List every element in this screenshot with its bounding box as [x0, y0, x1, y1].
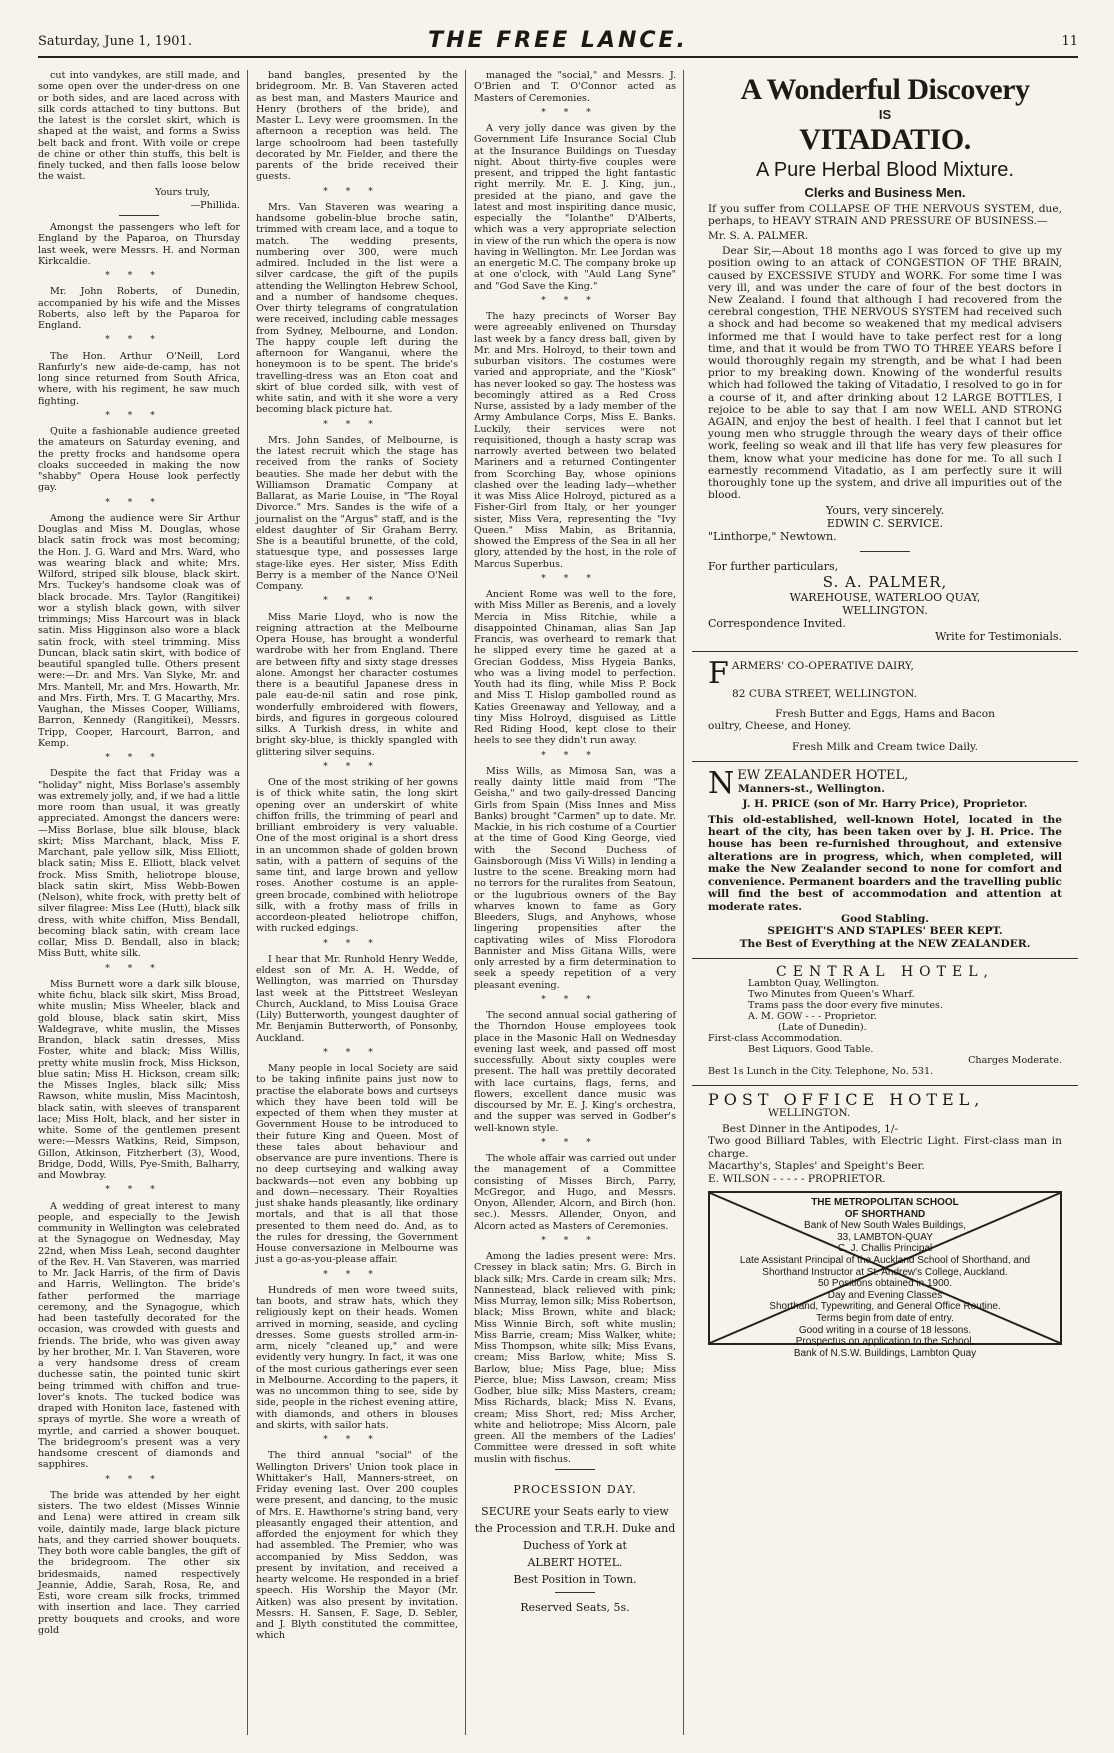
separator-stars: ***	[105, 1474, 173, 1485]
school-line: 33, LAMBTON-QUAY	[837, 1231, 933, 1243]
paragraph: Mrs. John Sandes, of Melbourne, is the latest recruit which the stage has received from the ranks of Society beauties. She made her debut with the Williamson Dramatic Company at Ballarat, as Marie Louise, in "The Royal Divorce." Mrs. Sandes is the wife of a journalist on the "Argus" staff, and is the eldest daughter of Sir Graham Berry. She is a beautiful brunette, of the cold, statuesque type, and possesses large stage-like eyes. Her sister, Miss Edith Berry is a member of the Nance O'Neil Company.	[256, 434, 458, 592]
central-line: First-class Accommodation.	[708, 1033, 843, 1045]
separator-stars: ***	[105, 335, 173, 346]
ad-address: "Linthorpe," Newtown.	[708, 530, 837, 544]
school-line: Prospectus on application to the School.	[795, 1336, 975, 1348]
separator-stars: ***	[105, 963, 173, 974]
school-line: Day and Evening Classes	[827, 1289, 943, 1301]
page-number: 11	[1061, 34, 1078, 49]
divider	[860, 551, 910, 552]
newspaper-page	[38, 26, 1078, 1738]
divider	[692, 1085, 1078, 1086]
procession-ad	[474, 1503, 676, 1616]
separator-stars: ***	[323, 419, 391, 430]
paragraph: The third annual "social" of the Wellington Drivers' Union took place in Whittaker's Hall, Manners-street, on Friday evening last. Over 200 couples were present, and dancing, to the music of Mrs. E. Hawthorne's string band, very pleasantly engaged their attention, and afforded the enjoyment for which they had assembled. The Premier, who was accompanied by Miss Seddon, was present by invitation, and received a hearty welcome. He responded in a brief speech. His Worship the Mayor (Mr. Aitken) was also present by invitation. Messrs. H. Sansen, F. Sage, D. Sebler, and J. Blyth constituted the committee, which	[256, 1450, 458, 1642]
school-line: THE METROPOLITAN SCHOOL	[811, 1196, 959, 1208]
paragraph: The hazy precincts of Worser Bay were agreeably enlivened on Thursday last week by a fancy dress ball, given by Mr. and Mrs. Holroyd, to their town and suburban visitors. The costumes were varied and appropriate, and the "Kiosk" has never looked so gay. The hostess was becomingly attired as a Red Cross Nurse, assisted by a lady member of the Army Ambulance Corps, Miss E. Banks. Luckily, their services were not requisitioned, though a hasty scrap was narrowly averted between two belated Mariners and a returned Contingenter from Scorching Bay, whose opinions clashed over the leading lady—whether it was Miss Alice Holroyd, pictured as a Fisher-Girl from Italy, or her younger sister, Miss Vera, representing the "Ivy Queen." Miss Mabin, as Britannia, showed the Empress of the Sea in all her glory, attended by the host, in the role of Marcus Superbus.	[474, 311, 676, 570]
paragraph: The whole affair was carried out under the management of a Committee consisting of Misses Birch, Parry, McGregor, and Hugo, and Messrs. Onyon, Allender, Alcorn, and Birch (hon. sec.). Messrs. Allender, Onyon, and Alcorn acted as Masters of Ceremonies.	[474, 1153, 676, 1232]
school-line: Bank of New South Wales Buildings,	[804, 1220, 966, 1232]
procession-title: PROCESSION DAY.	[513, 1482, 637, 1496]
po-line: E. WILSON - - - - - PROPRIETOR.	[708, 1172, 886, 1185]
ad-signer: EDWIN C. SERVICE.	[826, 517, 944, 531]
divider	[119, 215, 159, 216]
masthead: THE FREE LANCE.	[428, 28, 688, 53]
column-1	[38, 70, 240, 1735]
paragraph: Mr. John Roberts, of Dunedin, accompanied by his wife and the Misses Roberts, also left by the Paparoa for England.	[38, 286, 240, 331]
central-line: Best Liquors. Good Table.	[748, 1044, 874, 1056]
school-line: 50 Positions obtained in 1900.	[818, 1278, 952, 1290]
ad-heading: Clerks and Business Men.	[804, 185, 966, 201]
separator-stars: ***	[323, 1047, 391, 1058]
ad-agent: S. A. PALMER,	[822, 573, 948, 592]
ad-testimonials: Write for Testimonials.	[935, 629, 1062, 643]
post-office-hotel-ad	[708, 1090, 1062, 1185]
central-addr: Lambton Quay, Wellington.	[748, 978, 880, 990]
dairy-line: Fresh Butter and Eggs, Hams and Bacon	[775, 708, 995, 721]
central-line: Charges Moderate.	[968, 1055, 1062, 1067]
central-hotel-ad	[708, 964, 1062, 1078]
separator-stars: ***	[541, 1137, 609, 1148]
paragraph: Mrs. Van Staveren was wearing a handsome gobelin-blue broche satin, trimmed with cream lace, and a toque to match. The wedding presents, numbering over 300, were much admired. Included in the list were a silver cardcase, the gift of the pupils attending the Wellington Hebrew School, and a number of handsome cheques. Over thirty telegrams of congratulation were received, including cable messages from Sydney, Melbourne, and London. The happy couple left during the afternoon for Wanganui, where the honeymoon is to be spent. The bride's travelling-dress was an Eton coat and skirt of blue corded silk, with vest of white satin, and with it she wore a very becoming black picture hat.	[256, 201, 458, 416]
hotel-sub: Manners-st., Wellington.	[738, 782, 885, 795]
column-3	[474, 70, 676, 1735]
ad-lead: If you suffer from COLLAPSE OF THE NERVOUS SYSTEM, due, perhaps, to HEAVY STRAIN AND PRESSURE OF BUSINESS.—	[708, 202, 1062, 227]
separator-stars: ***	[105, 497, 173, 508]
paragraph: Ancient Rome was well to the fore, with Miss Miller as Berenis, and a lovely Mercia in Miss Ritchie, while a disappointed Chinaman, alias San Jap Francis, was overheard to remark that he slipped every time he gazed at a Grecian Goddess, Miss Hygeia Banks, who was a living model to perfection. Youth had its fling, while Miss P. Bock and Miss T. Hislop gambolled round as Katies Greenaway and Yelloway, and a tiny Miss Holroyd, disguised as Little Red Riding Hood, kept close to their heels to see they didn't run away.	[474, 589, 676, 747]
paragraph: Many people in local Society are said to be taking infinite pains just now to practise the elaborate bows and curtseys which they have been told will be expected of them when they muster at Government House to be introduced to their future King and Queen. Most of these tales about behaviour and observance are pure inventions. There is no deep curtseying and walking away backwards—not even any bobbing up and down—necessary. Their Royalties just shake hands pleasantly, like ordinary mortals, and that is all that those presented to them need do. And, as to the rules for dressing, the Government House conversazione in Melbourne was just a go-as-you-please affair.	[256, 1063, 458, 1266]
school-line: Good writing in a course of 18 lessons.	[798, 1324, 972, 1336]
separator-stars: ***	[105, 410, 173, 421]
dairy-line: Fresh Milk and Cream twice Daily.	[792, 740, 978, 753]
paragraph: The Hon. Arthur O'Neill, Lord Ranfurly's new aide-de-camp, has not long since returned from South Africa, where, with his regiment, he saw much fighting.	[38, 350, 240, 407]
hotel-best: The Best of Everything at the NEW ZEALANDER.	[739, 937, 1031, 950]
separator-stars: ***	[105, 271, 173, 281]
central-line: Best 1s Lunch in the City. Telephone, No. 531.	[708, 1066, 934, 1078]
dairy-line: oultry, Cheese, and Honey.	[708, 720, 852, 733]
issue-date: Saturday, June 1, 1901.	[38, 34, 192, 49]
column-rule	[247, 70, 248, 1735]
school-line: Late Assistant Principal of the Auckland School of Shorthand, and Shorthand Instructor at St. Andrew's College, Auckland.	[739, 1254, 1031, 1278]
school-line: Shorthand, Typewriting, and General Office Routine.	[769, 1301, 1001, 1313]
paragraph: band bangles, presented by the bridegroom. Mr. B. Van Staveren acted as best man, and Masters Maurice and Henry (brothers of the bride), and Master L. Levy were groomsmen. In the afternoon a reception was held. The large schoolroom had been tastefully decorated by Mr. Fielder, and there the parents of the bride received their guests.	[256, 70, 458, 183]
hotel-body: This old-established, well-known Hotel, located in the heart of the city, has been taken over by J. H. Price. The house has been re-furnished throughout, and extensive alterations are in progress, which, when completed, will make the New Zealander second to none for comfort and convenience. Permanent boarders and the travelling public will find the best of accommodation and attention at moderate rates.	[708, 813, 1062, 913]
divider	[692, 761, 1078, 762]
ad-closing: Yours, very sincerely.	[825, 504, 945, 518]
paragraph: managed the "social," and Messrs. J. O'Brien and T. O'Connor acted as Masters of Ceremonies.	[474, 70, 676, 104]
school-line: OF SHORTHAND	[844, 1208, 926, 1220]
paragraph: Amongst the passengers who left for England by the Paparoa, on Thursday last week, were Messrs. H. and Norman Kirkcaldie.	[38, 222, 240, 267]
divider	[555, 1592, 595, 1593]
school-line: C. J. Challis Principal	[837, 1243, 933, 1255]
dairy-title: ARMERS' CO-OPERATIVE DAIRY,	[731, 659, 914, 672]
hotel-title: EW ZEALANDER HOTEL,	[737, 768, 909, 784]
ad-agent-city: WELLINGTON.	[842, 603, 928, 617]
ad-corr: Correspondence Invited.	[708, 616, 846, 630]
school-line: Terms begin from date of entry.	[816, 1312, 954, 1324]
procession-line: Duchess of York at	[523, 1539, 627, 1552]
separator-stars: ***	[541, 1235, 609, 1246]
page-header	[38, 26, 1078, 58]
ad-product: VITADATIO.	[799, 123, 971, 157]
paragraph: Quite a fashionable audience greeted the amateurs on Saturday evening, and the pretty frocks and handsome opera cloaks succeeded in making the now "shabby" Opera House look perfectly gay.	[38, 426, 240, 494]
column-2	[256, 70, 458, 1735]
hotel-beer: SPEIGHT'S AND STAPLES' BEER KEPT.	[767, 925, 1003, 938]
separator-stars: ***	[323, 1435, 391, 1445]
ad-addressee: Mr. S. A. PALMER.	[708, 229, 809, 242]
ad-subtitle: A Pure Herbal Blood Mixture.	[756, 159, 1014, 182]
dairy-ad	[708, 655, 1062, 754]
paragraph: The second annual social gathering of the Thorndon House employees took place in the Masonic Hall on Wednesday evening last week, and passed off most successfully. About sixty couples were present. The hall was prettily decorated with lace curtains, flags, ferns, and flowers, excellent dance music was discoursed by Mr. E. J. King's orchestra, and the supper was served in Godber's well-known style.	[474, 1010, 676, 1134]
po-title: POST OFFICE HOTEL,	[708, 1090, 985, 1110]
paragraph: One of the most striking of her gowns is of thick white satin, the long skirt opening over an underskirt of white chiffon frills, the trimming of pearl and brilliant embroidery is very valuable. One of the most original is a short dress in an uncommon shade of golden brown satin, with a pattern of sequins of the same tint, and large brown and yellow roses. Another costume is an apple-green brocade, combined with heliotrope silk, with a frothy mass of frills in accordeon-pleated heliotrope chiffon, with rucked edgings.	[256, 777, 458, 935]
separator-stars: ***	[541, 107, 609, 118]
separator-stars: ***	[323, 186, 391, 197]
shorthand-school-ad	[708, 1191, 1062, 1359]
separator-stars: ***	[541, 295, 609, 306]
procession-line: Best Position in Town.	[513, 1573, 637, 1586]
procession-footer: Reserved Seats, 5s.	[520, 1601, 630, 1614]
signature: —Phillida.	[190, 199, 240, 211]
separator-stars: ***	[323, 761, 391, 772]
signoff: Yours truly,	[155, 186, 210, 198]
paragraph: cut into vandykes, are still made, and some open over the under-dress on one or both sides, and are laced across with silk cords attached to tiny buttons. But the latest is the corslet skirt, which is shaped at the waist, and forms a Swiss belt back and front. With voile or crepe de chine or other thin stuffs, this belt is finely tucked, and then falls loose below the waist.	[38, 70, 240, 183]
school-line: Bank of N.S.W. Buildings, Lambton Quay	[793, 1347, 977, 1359]
column-rule	[465, 70, 466, 1735]
ad-body	[708, 203, 1062, 502]
paragraph: The bride was attended by her eight sisters. The two eldest (Misses Winnie and Lena) were attired in cream silk voile, daintily made, large black picture hats, and they carried shower bouquets. They both wore cable bangles, the gift of the bridegroom. The other six bridesmaids, named respectively Jeannie, Addie, Sarah, Rosa, Re, and Esti, wore cream silk frocks, trimmed with insertion and lace. They carried pretty bouquets and crooks, and wore gold	[38, 1489, 240, 1636]
ad-letter: Dear Sir,—About 18 months ago I was forced to give up my position owing to an attack of CONGESTION OF THE BRAIN, caused by EXCESSIVE STUDY and WORK. For some time I was very ill, and was under the care of four of the best doctors in New Zealand. I found that although I had recovered from the cerebral congestion, THE NERVOUS SYSTEM had received such a shock and had become so weakened that my medical advisers informed me that I would have to take perfect rest for a long time, and that it would be from TWO TO THREE YEARS before I would thoroughly regain my strength, and be what I had been prior to my breaking down. Knowing of the wonderful results which had followed the taking of Vitadatio, I resolved to go in for a course of it, and after drinking about 12 LARGE BOTTLES, I rejoice to be able to say that I am now WELL AND STRONG AGAIN, and enjoy the best of health. I feel that I cannot but let young men who struggle through the weary days of their office work, feeling so weak and ill that life has very few pleasures for them, know what your medicine has done for me. To all such I earnestly recommend Vitadatio, as I am perfectly sure it will thoroughly tone up the system, and drive all impurities out of the blood.	[708, 245, 1062, 502]
paragraph: I hear that Mr. Runhold Henry Wedde, eldest son of Mr. A. H. Wedde, of Wellington, was married on Thursday last week at the Pittstreet Wesleyan Church, Auckland, to Miss Louisa Grace (Lily) Butterworth, youngest daughter of Mr. Benjamin Butterworth, of Ponsonby, Auckland.	[256, 953, 458, 1044]
separator-stars: ***	[323, 1269, 391, 1280]
central-owner: A. M. GOW - - - Proprietor.	[748, 1011, 877, 1023]
column-4-advertisements	[692, 70, 1078, 1735]
ad-is: IS	[878, 107, 892, 122]
nz-hotel-ad	[708, 766, 1062, 950]
paragraph: Hundreds of men wore tweed suits, tan boots, and straw hats, which they religiously kept on their heads. Women arrived in morning, seaside, and cycling dresses. Some guests strolled arm-in-arm, nicely "cleaned up," and were evidently very hungry. In fact, it was one of the most curious gatherings ever seen in Melbourne. According to the papers, it was no uncommon thing to see, side by side, people in the richest evening attire, with diamonds, and others in blouses and skirts, with sailor hats.	[256, 1284, 458, 1431]
paragraph: A wedding of great interest to many people, and especially to the Jewish community in Wellington was celebrated at the Synagogue on Wednesday, May 22nd, when Miss Leah, second daughter of the Rev. H. Van Staveren, was married to Mr. Jack Harris, of the firm of Davis and Harris, Wellington. The bride's father performed the marriage ceremony, and the Synagogue, which had been tastefully decorated for the occasion, was crowded with guests and friends. The bride, who was given away by her brother, Mr. I. Van Staveren, wore a very handsome dress of cream duchesse satin, the pointed tunic skirt being trimmed with chiffon and true-lover's knots. The tucked bodice was draped with Honiton lace, fastened with sprays of myrtle. She wore a wreath of myrtle, and carried a shower bouquet. The bridegroom's present was a very handsome crescent of diamonds and sapphires.	[38, 1200, 240, 1471]
paragraph: Among the audience were Sir Arthur Douglas and Miss M. Douglas, whose black satin frock was most becoming; the Hon. J. G. Ward and Mrs. Ward, who was wearing black and white; Mrs. Wilford, striped silk blouse, black skirt. Mrs. Tuckey's handsome cloak was of black brocade. Mrs. Taylor (Rangitikei) wor a stylish black gown, with silver trimmings; Miss Harcourt was in black satin. Miss Higginson also wore a black satin frock, with steel trimming. Miss Duncan, black satin skirt, with bodice of beautiful spangled tulle. Others present were:—Dr. and Mrs. Van Slyke, Mr. and Mrs. Mantell, Mr. and Mrs. Howarth, Mr. and Mrs. Firth, Mrs. T. G Macarthy, Mrs. Vaughan, the Misses Cooper, Williams, Barron, Kennedy (Rangitikei), Messrs. Tripp, Cooper, Harcourt, Barron, and Kemp.	[38, 512, 240, 749]
separator-stars: ***	[105, 1185, 173, 1196]
separator-stars: ***	[105, 753, 173, 763]
separator-stars: ***	[323, 596, 391, 607]
separator-stars: ***	[541, 750, 609, 761]
procession-line: SECURE your Seats early to view	[481, 1505, 669, 1518]
procession-line: the Procession and T.R.H. Duke and	[474, 1522, 676, 1535]
hotel-stabling: Good Stabling.	[841, 912, 929, 925]
divider	[555, 1469, 595, 1470]
central-line: Two Minutes from Queen's Wharf.	[748, 989, 915, 1001]
separator-stars: ***	[541, 994, 609, 1005]
ad-agent-addr: WAREHOUSE, WATERLOO QUAY,	[789, 590, 981, 604]
dropcap: F	[708, 655, 729, 691]
paragraph: Miss Burnett wore a dark silk blouse, white fichu, black silk skirt, Miss Broad, white muslin; Miss Wheeler, black and gold blouse, black satin skirt, Miss Waldegrave, white muslin, the Misses Brandon, black satin dresses, Miss Foster, white and black; Miss Willis, pretty white muslin frock, Miss Hickson, blue satin; Miss H. Hickson, cream silk; the Misses Ingles, black silk; Miss Rawson, white muslin, Miss Macintosh, black satin, with sleeves of transparent lace; Miss Holt, black, and her sister in white. Some of the gentlemen present were:—Messrs Watkins, Reid, Simpson, Gillon, Atkinson, Fitzherbert (3), Wood, Bridge, Dodd, Wills, Pye-Smith, Balharry, and Mowbray.	[38, 978, 240, 1181]
central-late: (Late of Dunedin).	[778, 1022, 867, 1034]
divider	[692, 958, 1078, 959]
ad-further: For further particulars,	[708, 560, 839, 574]
dropcap: N	[708, 766, 735, 802]
po-city: WELLINGTON.	[768, 1106, 851, 1119]
separator-stars: ***	[541, 573, 609, 584]
ad-title: A Wonderful Discovery	[740, 73, 1030, 106]
po-line: Best Dinner in the Antipodes, 1/-	[722, 1122, 899, 1135]
po-line: Macarthy's, Staples' and Speight's Beer.	[708, 1160, 925, 1173]
school-text	[710, 1193, 1060, 1359]
dairy-address: 82 CUBA STREET, WELLINGTON.	[732, 687, 918, 700]
paragraph: Miss Wills, as Mimosa San, was a really dainty little maid from "The Geisha," and two gaily-dressed Dancing Girls from Spain (Miss Innes and Miss Banks) brought "Carmen" up to date. Mr. Mackie, in his rich costume of a Courtier at the time of Good King George, vied with the Second Duchess of Gainsborough (Miss Vi Wills) in lending a lustre to the scene. Breaking morn had no terrors for the ruralites from Seatoun, or the lugubrious owners of the Bay wharves known to fame as Gory Bleeders, Slugs, and Anyhows, whose lingering propensities after the captivating wiles of Miss Florodora Bannister and Miss Gitana Wills, were only arrested by a firm determination to seek a speedy repetition of a very pleasant evening.	[474, 765, 676, 991]
paragraph: A very jolly dance was given by the Government Life Insurance Social Club at the Insurance Buildings on Tuesday night. About thirty-five couples were present, and tripped the light fantastic right merrily. Mr. E. J. King, jun., presided at the piano, and gave the latest and most inspiriting dance music, especially the "Iolanthe" D'Alberts, which was a very appropriate selection in view of the run which the opera is now having in Wellington. Mr. Lee Jordan was an energetic M.C. The company broke up at one o'clock, with "Auld Lang Syne" and "God Save the King."	[474, 123, 676, 292]
central-title: CENTRAL HOTEL,	[776, 964, 994, 981]
central-line: Trams pass the door every five minutes.	[748, 1000, 944, 1012]
hotel-proprietor: J. H. PRICE (son of Mr. Harry Price), Proprietor.	[742, 798, 1028, 811]
divider	[692, 651, 1078, 652]
paragraph: Despite the fact that Friday was a "holiday" night, Miss Borlase's assembly was extremely jolly, and, if we had a little more room than usual, it was greatly appreciated. Amongst the dancers were:—Miss Borlase, blue silk blouse, black skirt; Miss Marchant, black, Miss F. Marchant, pale yellow silk, Miss Elliott, black satin; Miss E. Elliott, black velvet frock. Miss Smith, heliotrope blouse, black satin skirt, Miss Webb-Bowen (Nelson), white frock, with pretty belt of silver filagree: Miss Lee (Hutt), black silk dress, with white chiffon, Miss Bendall, becoming black satin, with cream lace collar, Miss D. Bendall, also in black; Miss Butt, white silk.	[38, 768, 240, 960]
column-rule	[683, 70, 684, 1735]
procession-hotel: ALBERT HOTEL.	[527, 1556, 623, 1569]
po-line: Two good Billiard Tables, with Electric Light. First-class man in charge.	[708, 1135, 1062, 1160]
paragraph: Among the ladies present were: Mrs. Cressey in black satin; Mrs. G. Birch in black silk; Mrs. Carde in cream silk; Mrs. Nannestead, black relieved with pink; Miss Murray, lemon silk; Miss Robertson, black; Miss Brown, white and black; Miss Winnie Birch, soft white muslin; Miss Barrie, cream; Miss Walker, white; Miss Thompson, white silk; Miss Evans, cream; Miss Barlow, white; Miss S. Barlow, blue; Miss Page, blue; Miss Pierce, blue; Miss Lawson, cream; Miss Godber, blue silk; Miss Masters, cream; Miss Richards, black; Miss N. Evans, cream; Miss Short, red; Miss Archer, white and heliotrope; Miss Alcorn, pale green. All the members of the Ladies' Committee were dressed in soft white muslin with fischus.	[474, 1251, 676, 1465]
paragraph: Miss Marie Lloyd, who is now the reigning attraction at the Melbourne Opera House, has brought a wonderful wardrobe with her from England. There are between fifty and sixty stage dresses alone. Amongst her character costumes there is a beautiful Japanese dress in pale eau-de-nil satin and rose pink, wonderfully embroidered with flowers, birds, and figures in gorgeous coloured silks. A Turkish dress, in white and bright sky-blue, is thickly spangled with glittering silver sequins.	[256, 611, 458, 758]
separator-stars: ***	[323, 938, 391, 949]
